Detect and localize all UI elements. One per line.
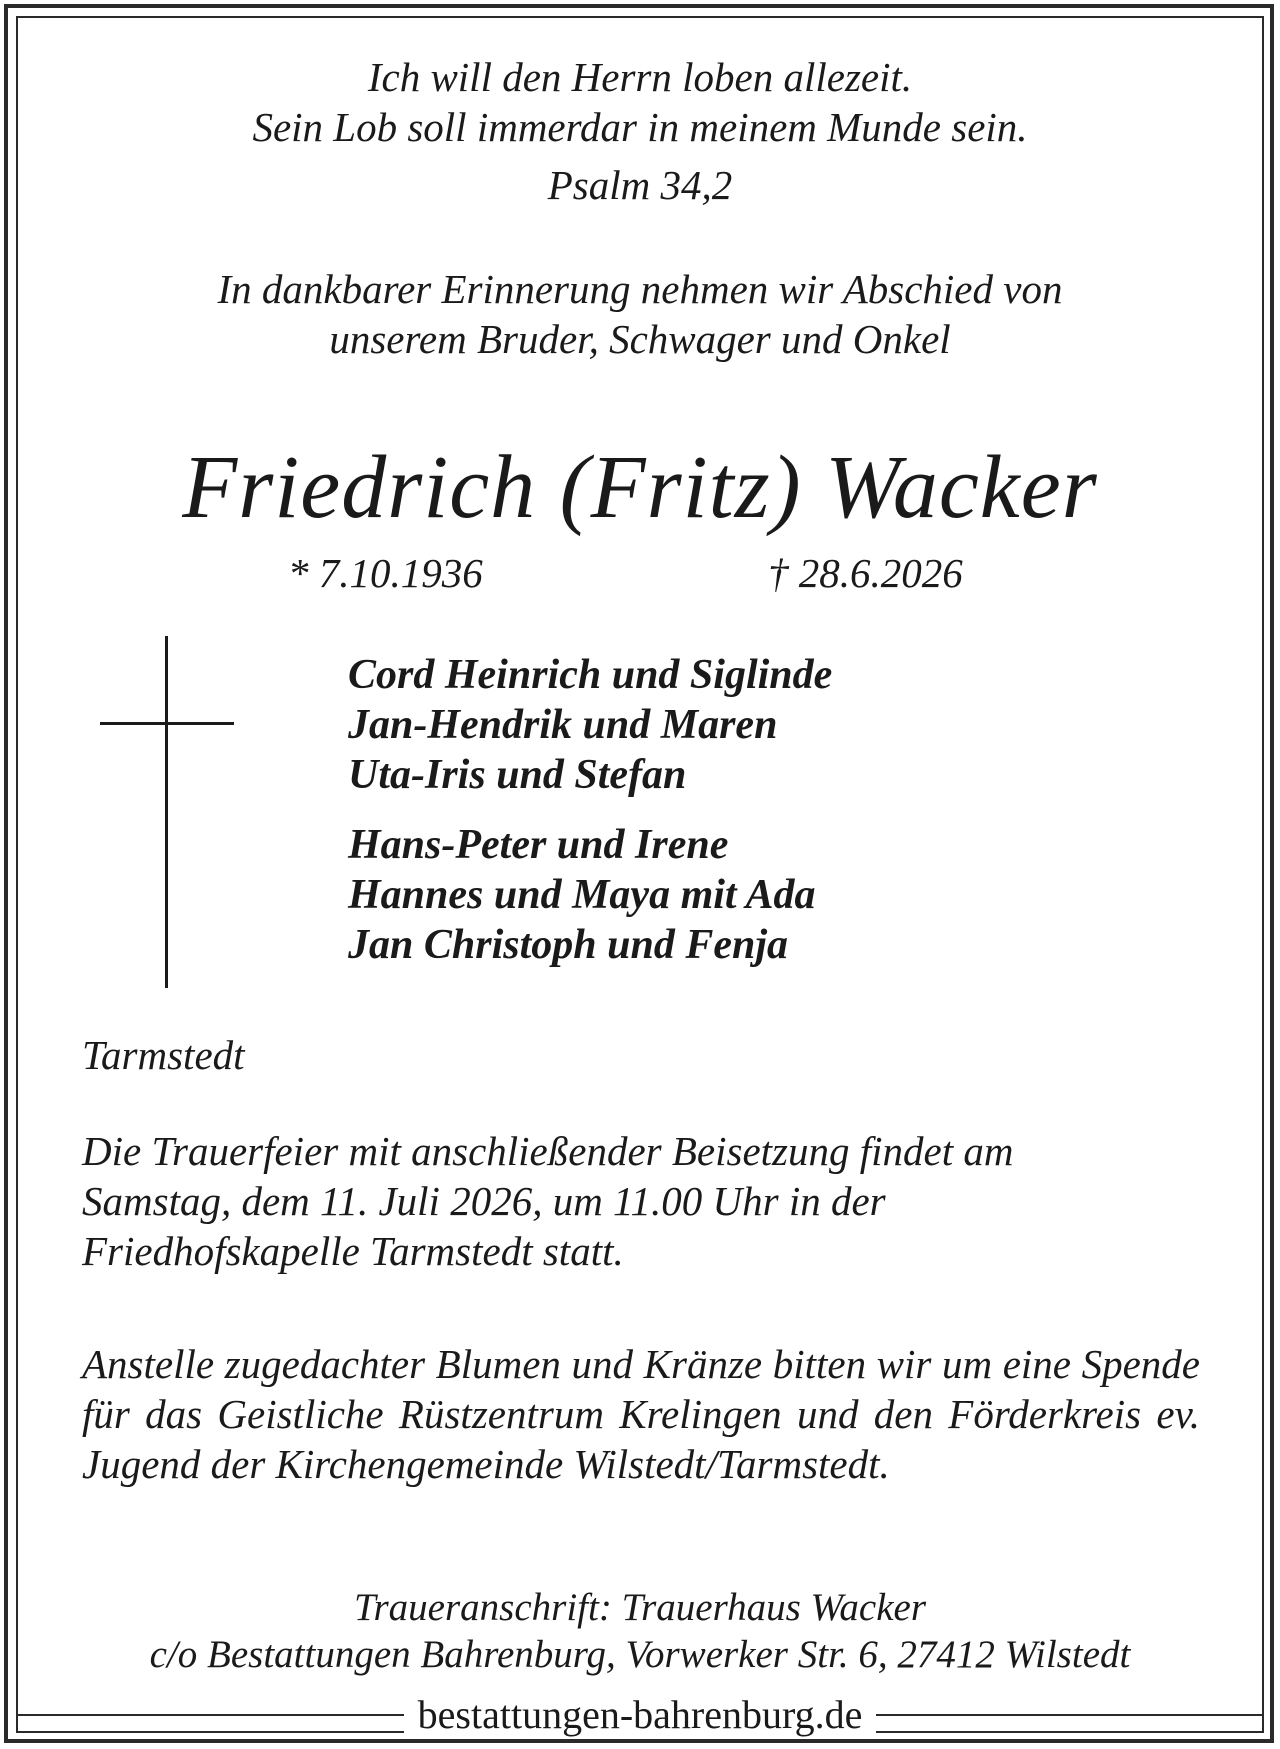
cross-icon [100,636,234,988]
ceremony-line: Samstag, dem 11. Juli 2026, um 11.00 Uhr in der [82,1178,886,1224]
intro-text [0,264,1280,364]
mourners-group-2 [348,820,816,970]
death-date: † 28.6.2026 [768,550,963,596]
ceremony-text [82,1126,1200,1276]
mourners-group-1 [348,650,832,800]
birth-date: * 7.10.1936 [288,550,483,596]
address-line: c/o Bestattungen Bahrenburg, Vorwerker Str. 6, 27412 Wilstedt [149,1633,1131,1676]
verse-reference: Psalm 34,2 [547,162,733,208]
mourning-address [0,1584,1280,1678]
mourner-line: Jan-Hendrik und Maren [348,702,778,748]
website-link[interactable]: bestattungen-bahrenburg.de [404,1692,877,1737]
mourner-line: Uta-Iris und Stefan [348,752,687,798]
bible-verse [0,52,1280,152]
verse-line: Ich will den Herrn loben allezeit. [367,54,913,100]
address-line: Traueranschrift: Trauerhaus Wacker [353,1586,927,1629]
mourner-line: Jan Christoph und Fenja [348,922,789,968]
intro-line: unserem Bruder, Schwager und Onkel [329,316,951,362]
mourner-line: Hans-Peter und Irene [348,822,729,868]
place-name: Tarmstedt [82,1032,245,1078]
intro-line: In dankbarer Erinnerung nehmen wir Abschied von [217,266,1063,312]
mourner-line: Hannes und Maya mit Ada [348,872,816,918]
mourner-line: Cord Heinrich und Siglinde [348,652,833,698]
ceremony-line: Die Trauerfeier mit anschließender Beisetzung findet am [82,1128,1014,1174]
footer [16,1690,1264,1740]
ceremony-line: Friedhofskapelle Tarmstedt statt. [82,1228,624,1274]
verse-line: Sein Lob soll immerdar in meinem Munde sein. [252,104,1028,150]
donation-text: Anstelle zugedachter Blumen und Kränze bitten wir um eine Spende für das Geistliche Rüstzentrum Krelingen und den Förderkreis ev. Jugend der Kirchengemeinde Wilstedt/Tarmstedt. [82,1341,1200,1487]
deceased-name: Friedrich (Fritz) Wacker [182,438,1098,537]
